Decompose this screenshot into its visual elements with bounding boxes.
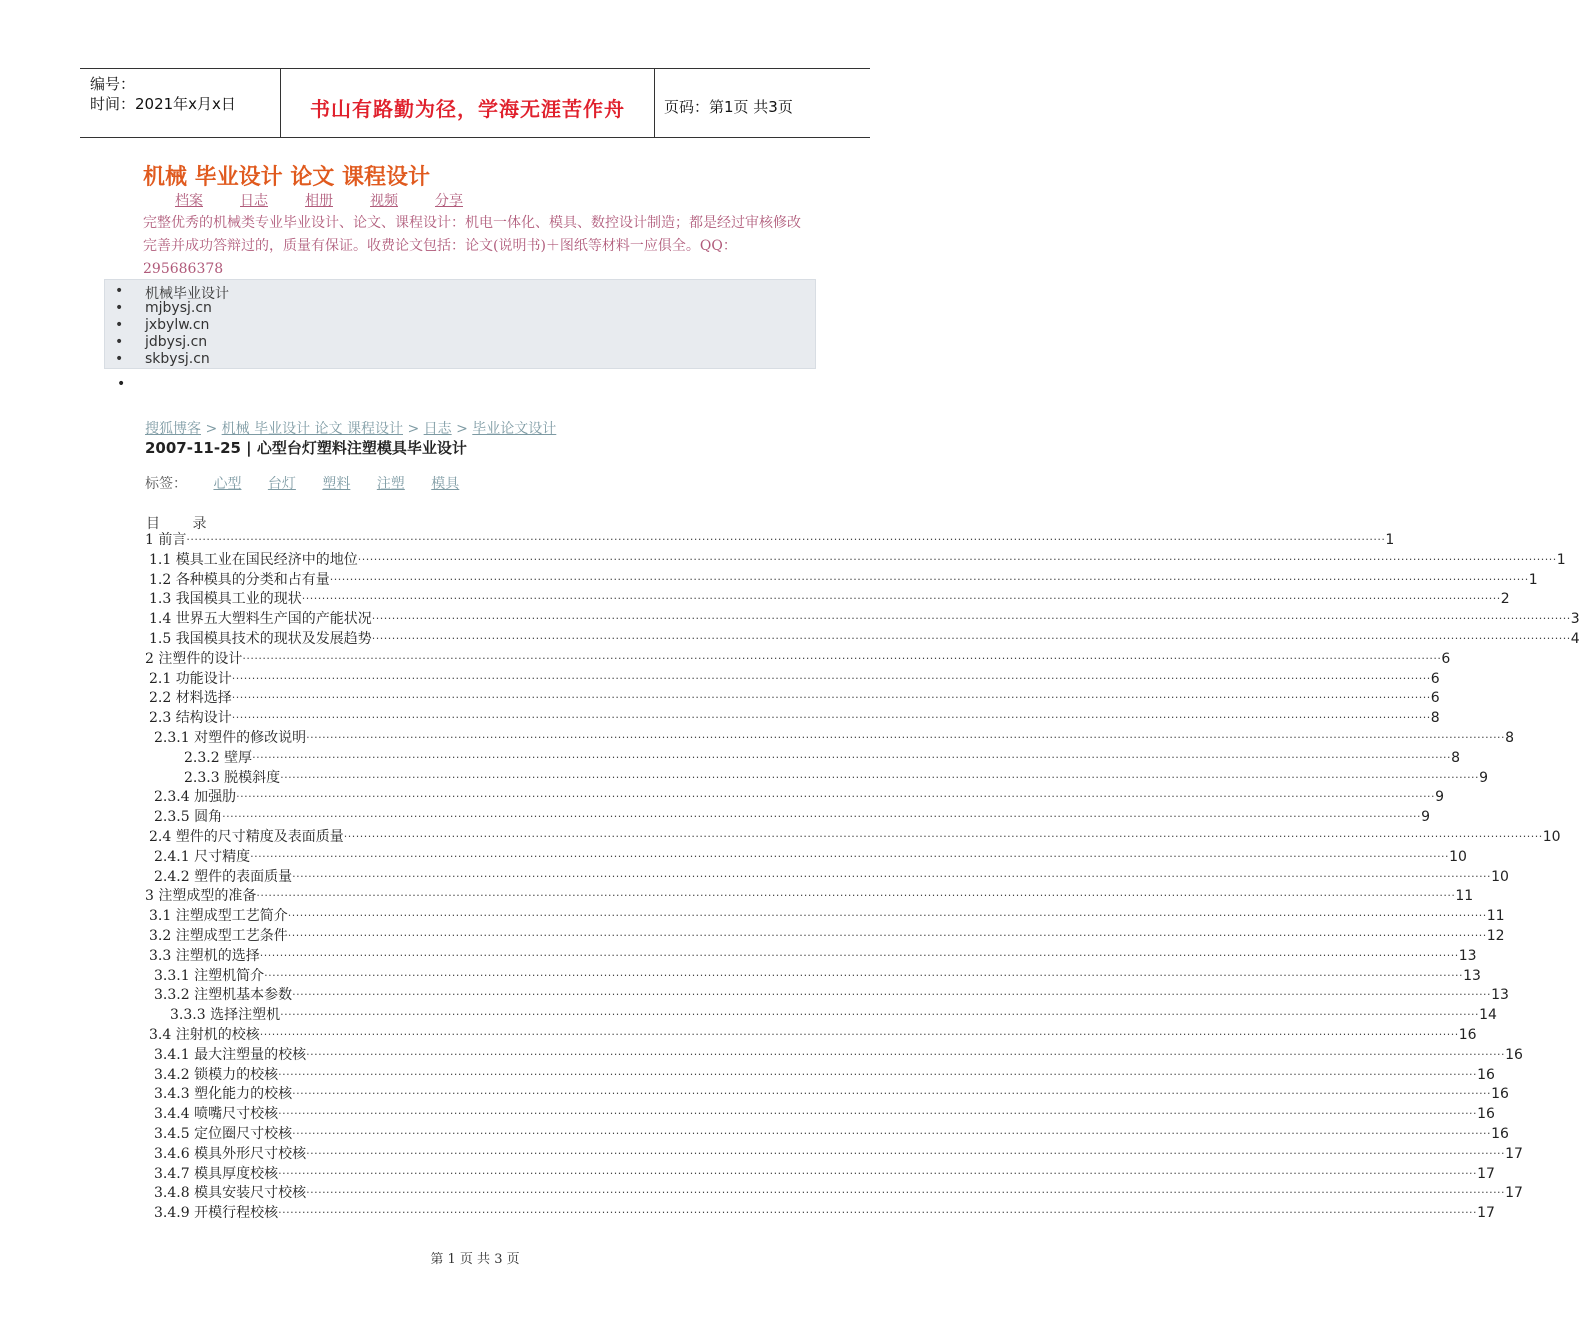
toc-entry-page: 1 [1556, 551, 1566, 568]
toc-entry-page: 16 [1491, 1086, 1509, 1103]
toc-entry[interactable] [149, 708, 1440, 728]
toc-entry[interactable] [154, 1045, 1523, 1065]
header-right-cell [654, 69, 870, 137]
toc-leader: ············································································································································································································································································································ [186, 533, 1386, 546]
toc-entry[interactable] [154, 1203, 1495, 1223]
blog-title[interactable]: 机械 毕业设计 论文 课程设计 [143, 165, 430, 190]
toc-entry-page: 17 [1477, 1205, 1495, 1222]
toc-entry-text: 3 注塑成型的准备 [145, 888, 257, 905]
breadcrumb-blog[interactable]: 机械 毕业设计 论文 课程设计 [221, 421, 403, 437]
toc-entry[interactable] [154, 1124, 1509, 1144]
link-text[interactable]: 机械毕业设计 [145, 286, 229, 302]
toc-entry-text: 2.3.3 脱模斜度 [184, 769, 281, 786]
breadcrumb [145, 418, 556, 438]
nav-archive[interactable]: 档案 [175, 193, 203, 209]
toc-entry[interactable] [145, 530, 1395, 550]
toc-entry[interactable] [154, 728, 1514, 748]
toc-leader: ············································································································································································································································································································ [329, 572, 1529, 586]
toc-entry[interactable] [149, 669, 1440, 689]
toc-entry[interactable] [149, 589, 1510, 609]
toc-entry-text: 3.4.6 模具外形尺寸校核 [154, 1145, 307, 1162]
toc-entry-text: 3.3.1 注塑机简介 [154, 967, 265, 984]
toc-entry-text: 2.3.5 圆角 [154, 809, 223, 826]
toc-entry-text: 3.4 注射机的校核 [149, 1027, 260, 1043]
toc-entry[interactable] [149, 827, 1561, 847]
toc-entry-text: 1.5 我国模具技术的现状及发展趋势 [149, 631, 372, 647]
toc-entry-text: 3.4.5 定位圈尺寸校核 [154, 1126, 293, 1142]
toc-leader: ············································································································································································································································································································ [259, 948, 1459, 962]
bullet-icon: • [115, 317, 124, 333]
toc-entry-text: 2.4.1 尺寸精度 [154, 848, 251, 865]
link-text[interactable]: jxbylw.cn [145, 317, 210, 333]
toc-leader: ············································································································································································································································································································ [252, 750, 1452, 764]
chevron-right-icon: > [407, 421, 424, 437]
toc-entry-text: 3.1 注塑成型工艺简介 [149, 908, 288, 925]
toc-entry-text: 2.3.2 壁厚 [184, 749, 253, 766]
toc-entry-text: 3.2 注塑成型工艺条件 [149, 928, 288, 944]
nav-journal[interactable]: 日志 [240, 193, 268, 209]
toc-entry[interactable] [149, 609, 1580, 629]
link-list [104, 279, 816, 369]
toc-entry-page: 16 [1505, 1046, 1523, 1063]
toc-leader: ············································································································································································································································································································ [306, 1146, 1506, 1160]
bullet-icon: • [115, 300, 124, 316]
toc-entry-page: 17 [1505, 1185, 1523, 1202]
toc-entry[interactable] [154, 985, 1509, 1005]
toc-entry-page: 9 [1479, 769, 1488, 786]
toc-entry-page: 13 [1458, 947, 1477, 964]
toc-entry[interactable] [154, 1104, 1495, 1124]
toc-leader: ············································································································································································································································································································ [357, 552, 1557, 566]
nav-album[interactable]: 相册 [305, 193, 333, 209]
page-footer: 第 1 页 共 3 页 [430, 1252, 520, 1267]
toc-entry-page: 8 [1451, 749, 1460, 766]
toc-entry-text: 2 注塑件的设计 [145, 650, 243, 667]
toc-leader: ············································································································································································································································································································ [250, 849, 1450, 863]
toc-entry-page: 13 [1463, 967, 1481, 984]
toc-entry-text: 3.4.1 最大注塑量的校核 [154, 1046, 307, 1063]
tag-link[interactable]: 模具 [431, 476, 460, 492]
toc-entry[interactable] [149, 906, 1505, 926]
breadcrumb-category[interactable]: 毕业论文设计 [472, 421, 557, 437]
toc-entry-text: 3.4.9 开模行程校核 [154, 1205, 279, 1222]
toc-entry-text: 2.3.1 对塑件的修改说明 [154, 730, 307, 746]
link-text[interactable]: skbysj.cn [145, 351, 210, 367]
toc-entry-page: 11 [1486, 908, 1505, 925]
toc-entry-page: 9 [1421, 809, 1430, 826]
blog-nav [175, 190, 500, 210]
toc-entry-page: 10 [1542, 829, 1561, 845]
document-header [80, 68, 870, 138]
tag-link[interactable]: 心型 [213, 476, 242, 492]
toc-entry-text: 3.4.8 模具安装尺寸校核 [154, 1185, 307, 1202]
toc-entry[interactable] [154, 1164, 1495, 1184]
post-title: 2007-11-25 | 心型台灯塑料注塑模具毕业设计 [145, 439, 467, 457]
toc-entry[interactable] [154, 1084, 1509, 1104]
header-center-cell [280, 69, 655, 137]
toc-leader: ············································································································································································································································································································ [278, 1166, 1478, 1180]
tag-link[interactable]: 注塑 [376, 476, 405, 492]
toc-entry-page: 10 [1491, 868, 1509, 885]
toc-entry[interactable] [154, 867, 1509, 887]
page-indicator: 页码：第1页 共3页 [664, 98, 793, 116]
toc-entry-page: 6 [1430, 690, 1440, 707]
toc-entry-text: 1.1 模具工业在国民经济中的地位 [149, 551, 358, 568]
toc-leader: ············································································································································································································································································································ [236, 790, 1436, 804]
toc-leader: ············································································································································································································································································································ [259, 1028, 1459, 1041]
toc-entry[interactable] [154, 1183, 1523, 1203]
toc-entry[interactable] [149, 629, 1580, 649]
toc-leader: ············································································································································································································································································································ [278, 1067, 1478, 1081]
chevron-right-icon: > [456, 421, 473, 437]
toc-entry-text: 3.4.4 喷嘴尺寸校核 [154, 1106, 279, 1123]
toc-leader: ············································································································································································································································································································ [242, 651, 1442, 665]
toc-entry-text: 2.4 塑件的尺寸精度及表面质量 [149, 829, 344, 845]
toc-entry[interactable] [145, 649, 1451, 669]
toc-leader: ············································································································································································································································································································ [292, 869, 1492, 883]
toc-entry[interactable] [184, 748, 1460, 768]
toc-entry-page: 17 [1477, 1165, 1495, 1182]
header-left-cell [80, 69, 280, 137]
breadcrumb-home[interactable]: 搜狐博客 [145, 421, 201, 437]
toc-entry-page: 11 [1455, 888, 1474, 905]
toc-entry-text: 3.3.2 注塑机基本参数 [154, 987, 293, 1004]
toc-leader: ············································································································································································································································································································ [292, 1087, 1492, 1101]
blog-description: 完整优秀的机械类专业毕业设计、论文、课程设计：机电一体化、模具、数控设计制造；都是经过审核修改完善并成功答辩过的，质量有保证。收费论文包括：论文(说明书)＋图纸等材料一应俱全。QQ：295686378 [143, 215, 801, 277]
tags-label: 标签： [145, 476, 187, 492]
toc-entry[interactable] [154, 787, 1444, 807]
toc-entry-page: 6 [1430, 670, 1440, 687]
toc-leader: ············································································································································································································································································································ [371, 632, 1571, 645]
toc-leader: ············································································································································································································································································································ [306, 1047, 1506, 1061]
toc-entry-text: 3.4.2 锁模力的校核 [154, 1066, 279, 1083]
toc-entry[interactable] [154, 1144, 1523, 1164]
toc-entry-text: 1.3 我国模具工业的现状 [149, 591, 302, 608]
toc-entry-text: 3.4.7 模具厚度校核 [154, 1165, 279, 1182]
toc-leader: ············································································································································································································································································································ [222, 810, 1422, 824]
toc-entry-page: 9 [1435, 789, 1444, 806]
toc-entry-text: 2.3.4 加强肋 [154, 789, 237, 806]
bullet-icon: • [115, 334, 124, 350]
toc-entry-text: 2.4.2 塑件的表面质量 [154, 868, 293, 885]
toc-entry[interactable] [149, 1025, 1477, 1045]
toc-leader: ············································································································································································································································································································ [280, 1008, 1480, 1022]
toc-entry-page: 14 [1479, 1007, 1497, 1024]
toc-entry[interactable] [170, 1005, 1497, 1025]
chevron-right-icon: > [205, 421, 222, 437]
toc-leader: ············································································································································································································································································································ [306, 1186, 1506, 1200]
toc-leader: ············································································································································································································································································································ [280, 770, 1480, 784]
toc-leader: ············································································································································································································································································································ [287, 909, 1487, 923]
toc-entry-text: 3.3.3 选择注塑机 [170, 1007, 281, 1024]
tag-link[interactable]: 塑料 [322, 476, 351, 492]
toc-entry[interactable] [149, 570, 1538, 590]
toc-entry-page: 2 [1500, 591, 1510, 608]
toc-entry[interactable] [154, 807, 1430, 827]
toc-leader: ············································································································································································································································································································ [343, 830, 1543, 843]
motto: 书山有路勤为径，学海无涯苦作舟 [310, 97, 625, 121]
toc-entry-page: 8 [1505, 730, 1514, 746]
toc-entry[interactable] [154, 966, 1481, 986]
toc-entry-page: 13 [1491, 987, 1509, 1004]
tag-list [145, 473, 459, 493]
toc-entry[interactable] [149, 946, 1477, 966]
toc-leader: ············································································································································································································································································································ [231, 691, 1431, 705]
toc-entry[interactable] [149, 688, 1440, 708]
link-text[interactable]: mjbysj.cn [145, 300, 212, 316]
toc-leader: ············································································································································································································································································································ [292, 1127, 1492, 1140]
toc-entry-page: 1 [1385, 532, 1395, 548]
toc-entry-page: 8 [1430, 710, 1440, 727]
toc-entry[interactable] [184, 768, 1488, 788]
toc-entry-page: 3 [1570, 611, 1580, 628]
toc-entry[interactable] [154, 847, 1467, 867]
toc-leader: ············································································································································································································································································································ [306, 731, 1506, 744]
toc-entry-page: 10 [1449, 848, 1467, 865]
toc-leader: ············································································································································································································································································································ [292, 988, 1492, 1002]
bullet-icon: • [115, 351, 124, 367]
toc-entry[interactable] [154, 1065, 1495, 1085]
bullet-icon: • [117, 376, 126, 392]
toc-entry-page: 4 [1570, 631, 1580, 647]
toc-leader: ············································································································································································································································································································ [278, 1107, 1478, 1121]
toc-leader: ············································································································································································································································································································ [231, 671, 1431, 685]
toc-entry-text: 2.2 材料选择 [149, 690, 232, 707]
toc-entry-page: 6 [1441, 650, 1451, 667]
toc-entry-text: 3.3 注塑机的选择 [149, 947, 260, 964]
toc-leader: ············································································································································································································································································································ [231, 711, 1431, 725]
toc-entry-text: 2.3 结构设计 [149, 710, 232, 727]
toc-leader: ············································································································································································································································································································ [278, 1206, 1478, 1220]
toc-entry-text: 1.2 各种模具的分类和占有量 [149, 571, 330, 588]
toc-entry[interactable] [149, 926, 1505, 946]
nav-share[interactable]: 分享 [435, 193, 463, 209]
toc-entry[interactable] [149, 550, 1566, 570]
toc-title: 目 录 [146, 516, 221, 532]
toc-entry-text: 1.4 世界五大塑料生产国的产能状况 [149, 611, 372, 628]
toc-entry-page: 12 [1486, 928, 1505, 944]
toc-leader: ············································································································································································································································································································ [287, 929, 1487, 942]
toc-entry-page: 16 [1477, 1106, 1495, 1123]
toc-entry-page: 16 [1477, 1066, 1495, 1083]
breadcrumb-journal[interactable]: 日志 [423, 421, 452, 437]
document-number: 编号： [90, 75, 136, 93]
toc-entry-text: 3.4.3 塑化能力的校核 [154, 1086, 293, 1103]
toc-entry-text: 2.1 功能设计 [149, 670, 232, 687]
toc-entry-text: 1 前言 [145, 532, 187, 548]
toc-entry-page: 17 [1505, 1145, 1523, 1162]
document-date: 时间：2021年x月x日 [90, 95, 236, 113]
toc-leader: ············································································································································································································································································································ [371, 612, 1571, 626]
tag-link[interactable]: 台灯 [267, 476, 296, 492]
bullet-icon: • [115, 283, 124, 299]
toc-leader: ············································································································································································································································································································ [301, 592, 1501, 606]
toc-entry[interactable] [145, 886, 1474, 906]
link-text[interactable]: jdbysj.cn [145, 334, 208, 350]
toc-entry-page: 16 [1458, 1027, 1477, 1043]
nav-video[interactable]: 视频 [370, 193, 398, 209]
toc-entry-page: 16 [1491, 1126, 1509, 1142]
toc-leader: ············································································································································································································································································································ [264, 968, 1464, 982]
toc-entry-page: 1 [1528, 571, 1538, 588]
toc-leader: ············································································································································································································································································································ [256, 889, 1456, 903]
